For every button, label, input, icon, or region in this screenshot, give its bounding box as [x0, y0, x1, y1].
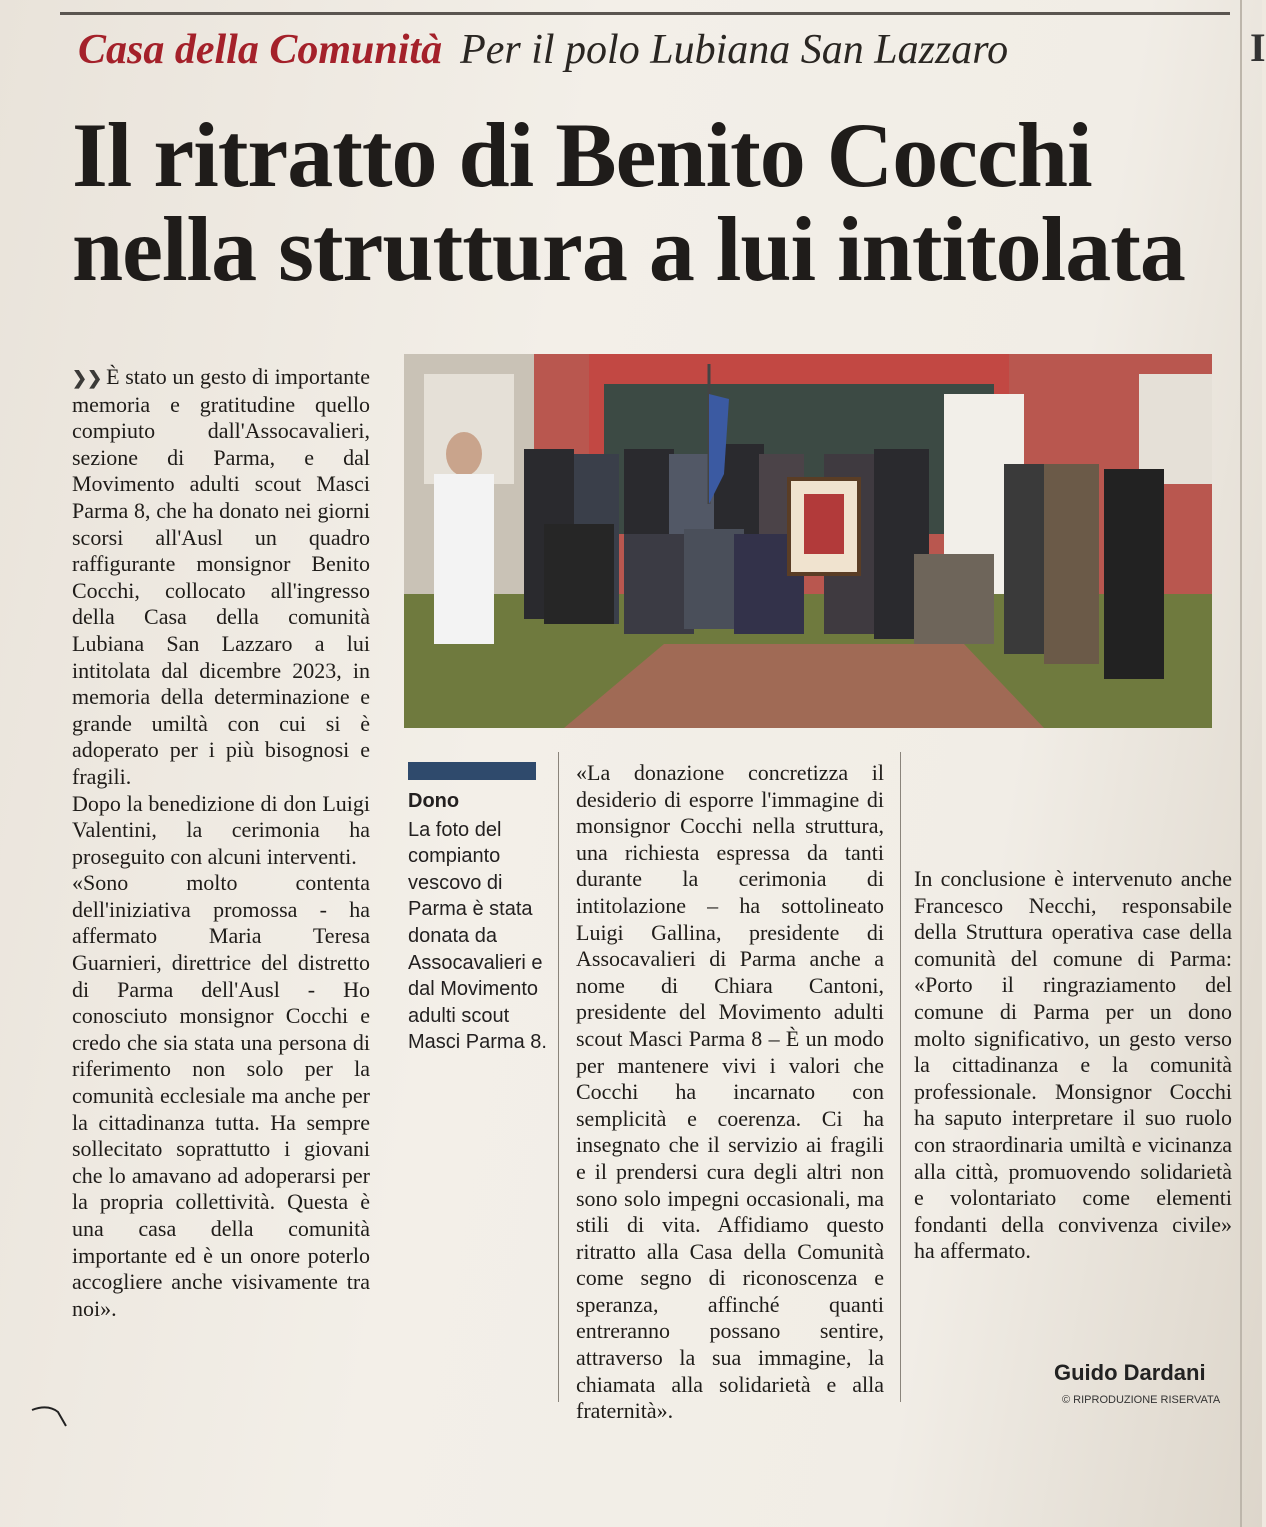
byline: Guido Dardani — [1054, 1360, 1206, 1385]
caption-title: Dono — [408, 790, 460, 812]
article-column-4 — [914, 760, 1232, 1265]
article-column-1 — [72, 364, 370, 1322]
kicker-subject: Per il polo Lubiana San Lazzaro — [460, 27, 1009, 73]
caption-bar — [408, 762, 536, 780]
caption-text: La foto del compianto vescovo di Parma è stata donata da Assocavalieri e dal Movimento adulti scout Masci Parma 8. — [408, 818, 547, 1054]
group-photo — [404, 354, 1212, 728]
paragraph: «La donazione concretizza il desiderio di esporre l'immagine di monsignor Cocchi nella struttura, una richiesta espressa da tanti durante la cerimonia di intitolazione – ha sottolineato Luigi Gallina, presidente di Assocavalieri di Parma anche a nome di Chiara Cantoni, presidente del Movimento adulti scout Masci Parma 8 – È un modo per mantenere vivi i valori che Cocchi ha incarnato con semplicità e coerenza. Ci ha insegnato che il servizio ai fragili e il prendersi cura degli altri non sono solo impegni occasionali, ma stili di vita. Affidiamo questo ritratto alla Casa della Comunità come segno di riconoscenza e speranza, affinché quanti entreranno possano sentire, attraverso la sua immagine, la chiamata alla solidarietà e alla fraternità». — [576, 760, 884, 1424]
photo-caption — [408, 788, 548, 1056]
pen-mark-icon — [28, 1400, 68, 1430]
kicker — [78, 26, 1008, 74]
copyright-notice: © RIPRODUZIONE RISERVATA — [1062, 1394, 1221, 1406]
paragraph-marker-icon: ❯❯ — [72, 368, 103, 388]
photo-illustration — [404, 354, 1212, 728]
paragraph: In conclusione è intervenuto anche Francesco Necchi, responsabile della Struttura operativa case della comunità del comune di Parma: «Porto il ringraziamento del comune di Parma per un dono molto significativo, un gesto verso la cittadinanza e la comunità professionale. Monsignor Cocchi ha saputo interpretare il suo ruolo con straordinaria umiltà e vicinanza alla città, promuovendo solidarietà e volontariato come elementi fondanti della convivenza civile» ha affermato. — [914, 866, 1232, 1264]
paragraph: «Sono molto contenta dell'iniziativa promossa - ha affermato Maria Teresa Guarnieri, direttrice del distretto di Parma dell'Ausl - Ho conosciuto monsignor Cocchi e credo che sia stata una persona di riferimento non solo per la comunità ecclesiale ma anche per la cittadinanza tutta. Ha sempre sollecitato soprattutto i giovani che lo amavano ad adoperarsi per la propria collettività. Questa è una casa della comunità importante ed è un onore poterlo accogliere anche visivamente tra noi». — [72, 870, 370, 1321]
article-column-3 — [576, 760, 884, 1425]
neighbour-fragment: I — [1250, 25, 1266, 70]
headline-line-2: nella struttura a lui intitolata — [72, 198, 1185, 300]
headline — [72, 104, 1185, 300]
kicker-section: Casa della Comunità — [78, 27, 443, 73]
paragraph: ❯❯ È stato un gesto di importante memoria e gratitudine quello compiuto dall'Assocavalieri, sezione di Parma, e dal Movimento adulti scout Masci Parma 8, che ha donato nei giorni scorsi all'Ausl un quadro raffigurante monsignor Benito Cocchi, collocato all'ingresso della Casa della comunità Lubiana San Lazzaro a lui intitolata dal dicembre 2023, in memoria della determinazione e grande umiltà con cui si è adoperato per i più bisognosi e fragili. — [72, 364, 370, 789]
headline-line-1: Il ritratto di Benito Cocchi — [72, 104, 1092, 206]
column-rule — [558, 752, 559, 1402]
paragraph: Dopo la benedizione di don Luigi Valentini, la cerimonia ha proseguito con alcuni interventi. — [72, 790, 370, 869]
column-rule — [900, 752, 901, 1402]
top-rule — [60, 12, 1230, 15]
column-edge-rule — [1240, 0, 1242, 1527]
